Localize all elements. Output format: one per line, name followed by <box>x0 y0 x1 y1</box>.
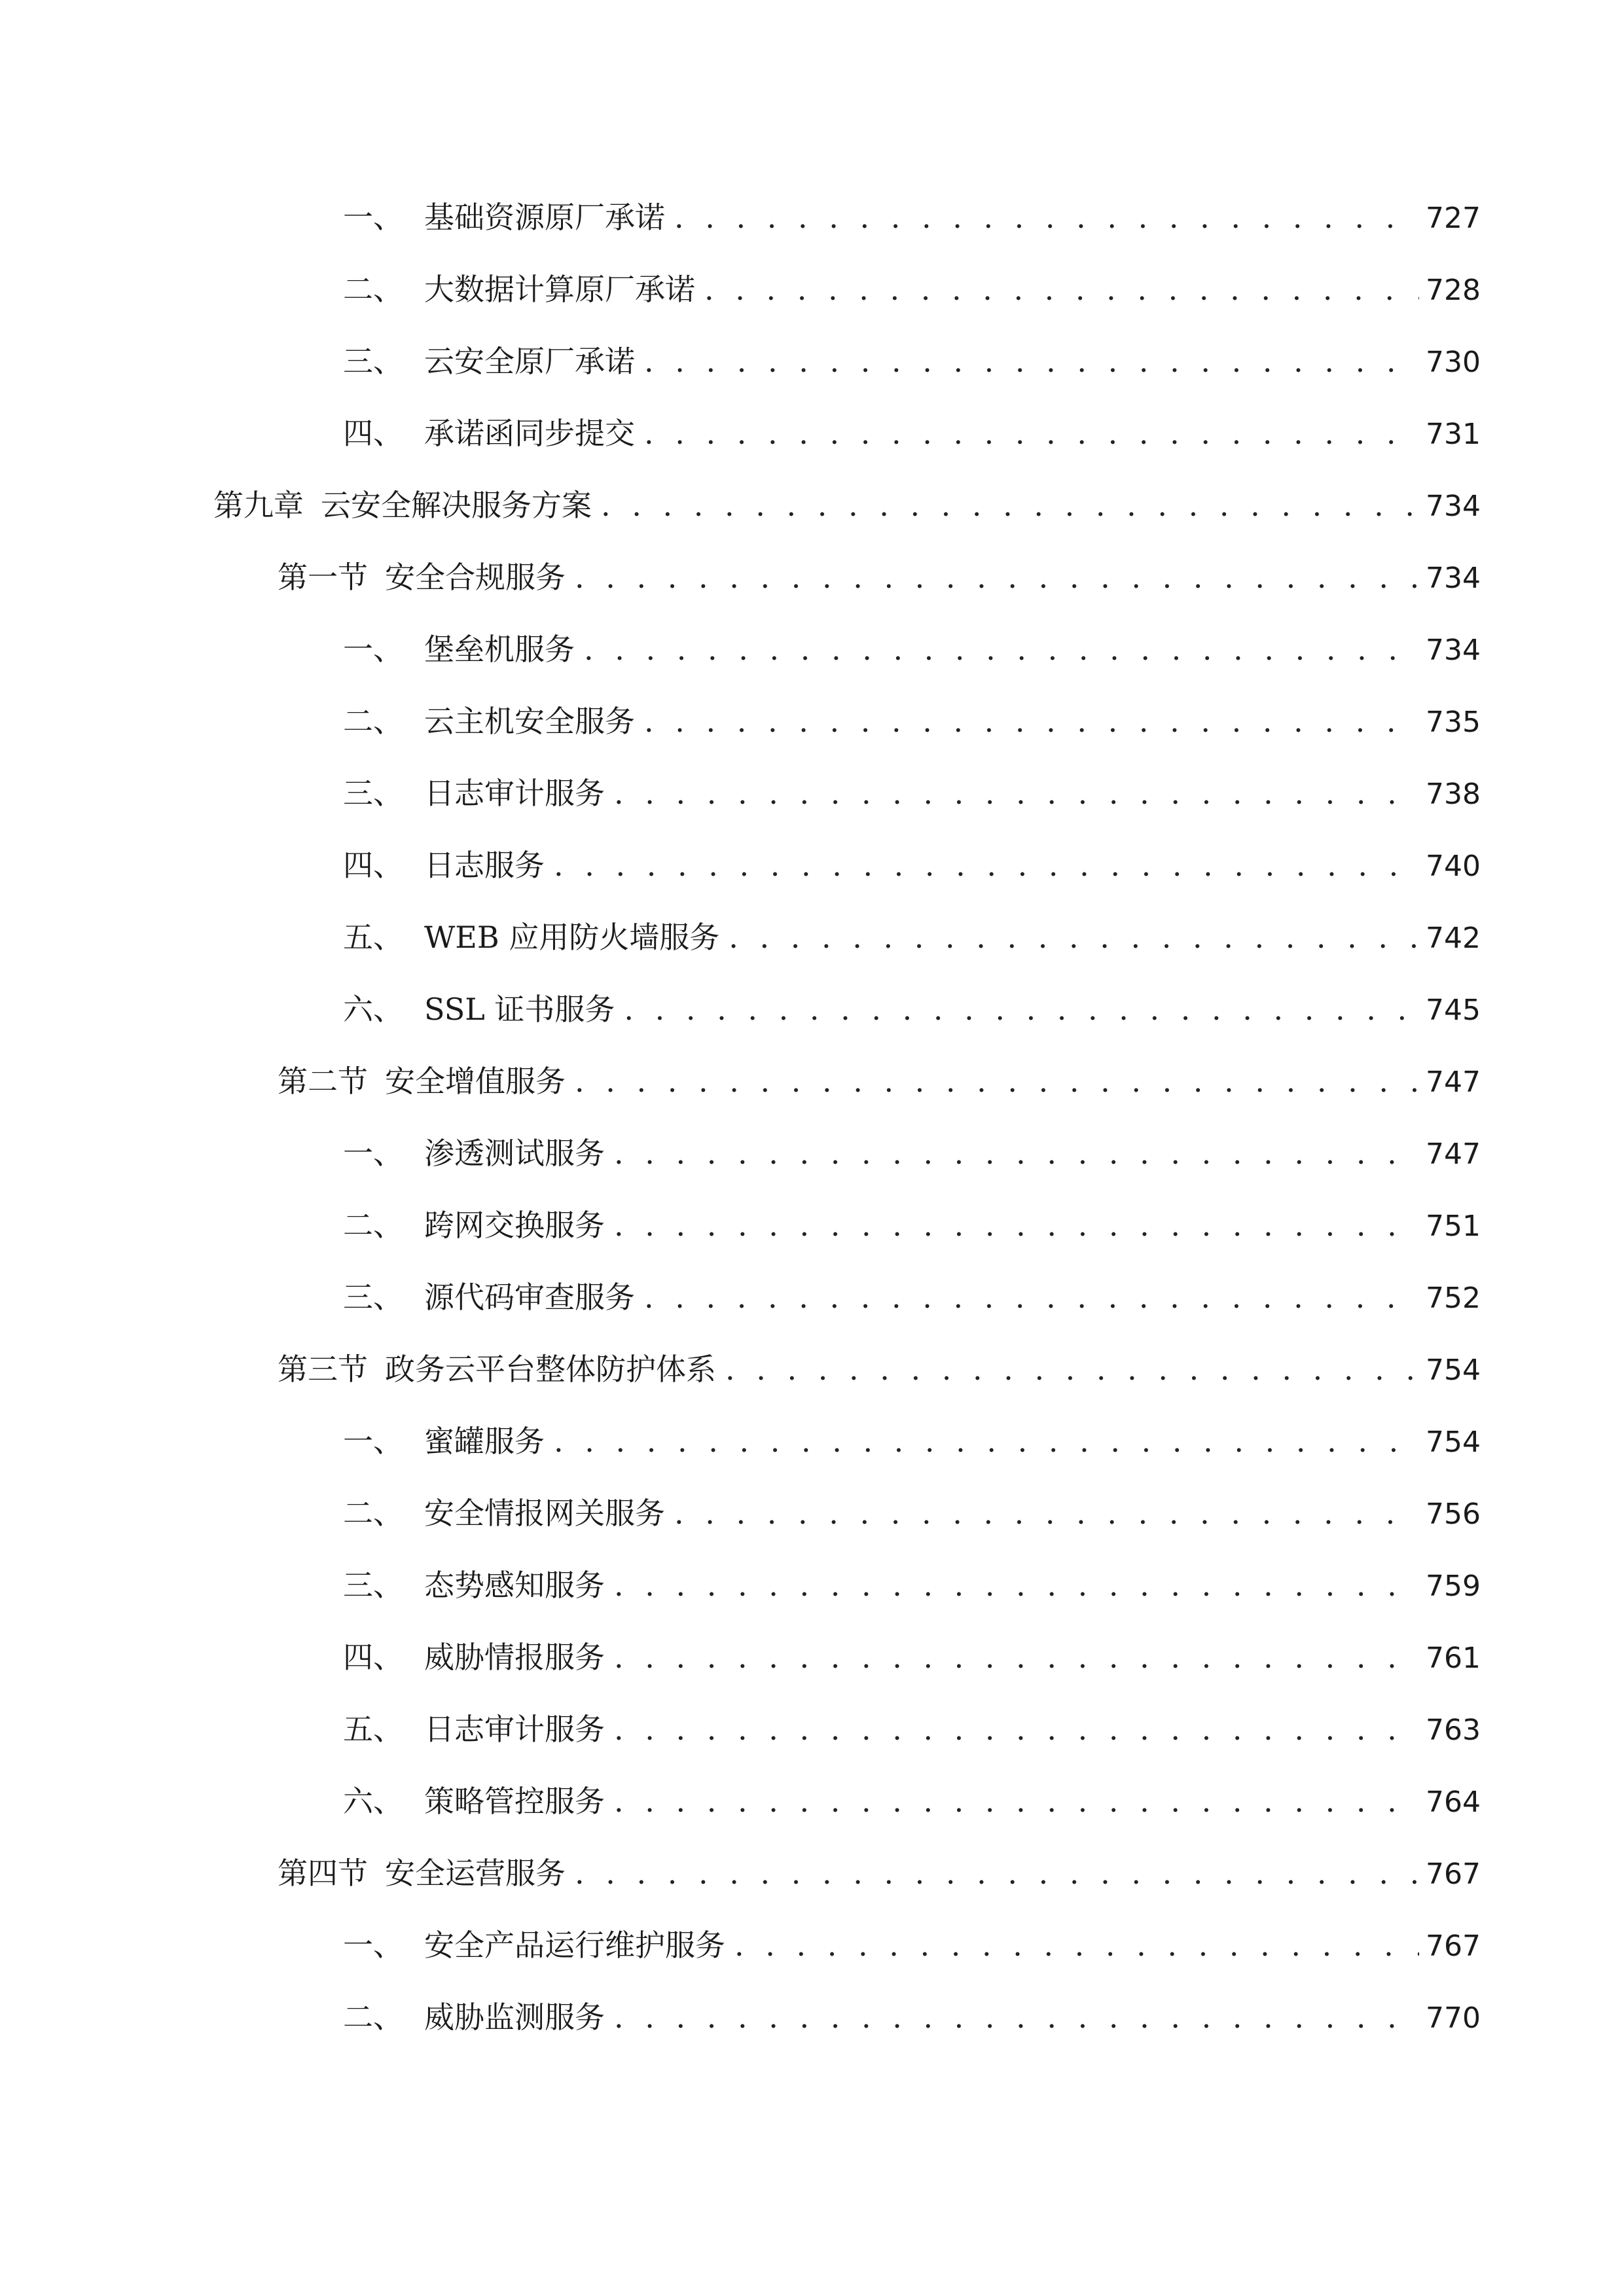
dot-leader <box>729 911 1419 963</box>
dot-leader <box>704 263 1419 315</box>
dot-leader <box>575 1055 1419 1107</box>
toc-entry-title: 日志审计服务 <box>424 1712 605 1747</box>
toc-entry-number: 一、 <box>343 1136 403 1171</box>
dot-leader <box>614 767 1419 819</box>
toc-entry-number: 二、 <box>343 2000 403 2035</box>
toc-entry-title: 威胁监测服务 <box>424 2000 605 2035</box>
toc-entry-number: 四、 <box>343 1640 403 1675</box>
dot-leader <box>554 1415 1419 1467</box>
toc-entry[interactable] <box>343 839 1481 891</box>
toc-entry-number: 二、 <box>343 704 403 739</box>
toc-entry-number: 一、 <box>343 632 403 667</box>
toc-entry-page: 761 <box>1426 1641 1481 1675</box>
toc-entry-page: 747 <box>1426 1066 1481 1099</box>
dot-leader <box>554 839 1419 891</box>
toc-entry[interactable] <box>343 1415 1481 1467</box>
toc-entry[interactable] <box>343 407 1481 459</box>
toc-entry-title: 蜜罐服务 <box>424 1424 545 1459</box>
toc-entry-number: 三、 <box>343 1280 403 1315</box>
toc-entry-number: 五、 <box>343 1712 403 1747</box>
toc-entry-page: 730 <box>1426 346 1481 379</box>
toc-entry-page: 754 <box>1426 1426 1481 1459</box>
dot-leader <box>575 551 1419 603</box>
toc-entry-page: 759 <box>1426 1570 1481 1603</box>
toc-entry[interactable] <box>343 1487 1481 1539</box>
dot-leader <box>614 1991 1419 2043</box>
toc-entry-title: 日志服务 <box>424 848 545 883</box>
toc-entry-number: 六、 <box>343 992 403 1027</box>
toc-entry-page: 738 <box>1426 778 1481 811</box>
dot-leader <box>644 1271 1419 1323</box>
toc-entry[interactable] <box>343 191 1481 243</box>
toc-entry-title: 云主机安全服务 <box>424 704 635 739</box>
toc-entry-title: 政务云平台整体防护体系 <box>385 1352 716 1387</box>
toc-entry-title: 安全合规服务 <box>385 560 566 595</box>
toc-entry-title: 大数据计算原厂承诺 <box>424 272 695 307</box>
toc-entry-number: 四、 <box>343 848 403 883</box>
toc-entry[interactable] <box>343 1199 1481 1251</box>
toc-entry-title: 安全增值服务 <box>385 1064 566 1099</box>
dot-leader <box>725 1343 1419 1395</box>
toc-entry-number: 第四节 <box>278 1856 368 1891</box>
toc-entry-number: 三、 <box>343 344 403 379</box>
toc-entry-page: 734 <box>1426 562 1481 595</box>
toc-entry-number: 六、 <box>343 1784 403 1819</box>
toc-entry-title: 安全运营服务 <box>385 1856 566 1891</box>
toc-entry-page: 763 <box>1426 1713 1481 1747</box>
toc-entry-title: 威胁情报服务 <box>424 1640 605 1675</box>
toc-entry[interactable] <box>343 335 1481 387</box>
dot-leader <box>575 1847 1419 1899</box>
toc-entry-title: 安全情报网关服务 <box>424 1496 665 1531</box>
toc-entry[interactable] <box>343 1127 1481 1179</box>
toc-entry-page: 764 <box>1426 1785 1481 1819</box>
toc-entry[interactable] <box>343 695 1481 747</box>
toc-entry[interactable] <box>343 1559 1481 1611</box>
toc-entry-page: 754 <box>1426 1354 1481 1387</box>
toc-entry-page: 731 <box>1426 418 1481 451</box>
toc-entry-number: 五、 <box>343 920 403 955</box>
toc-entry-title: WEB 应用防火墙服务 <box>424 920 720 955</box>
toc-entry-number: 一、 <box>343 1928 403 1963</box>
toc-entry-page: 728 <box>1426 274 1481 307</box>
toc-entry-page: 767 <box>1426 1929 1481 1963</box>
dot-leader <box>584 623 1419 675</box>
toc-entry-page: 735 <box>1426 706 1481 739</box>
toc-entry-title: 安全产品运行维护服务 <box>424 1928 725 1963</box>
dot-leader <box>644 335 1419 387</box>
toc-entry-title: SSL 证书服务 <box>424 992 615 1027</box>
toc-entry-number: 二、 <box>343 1496 403 1531</box>
toc-section-entry[interactable] <box>278 1343 1481 1395</box>
toc-entry[interactable] <box>343 911 1481 963</box>
toc-entry-title: 承诺函同步提交 <box>424 416 635 451</box>
toc-chapter-entry[interactable] <box>213 479 1481 531</box>
toc-entry-page: 740 <box>1426 850 1481 883</box>
toc-entry-number: 二、 <box>343 272 403 307</box>
toc-entry-page: 756 <box>1426 1498 1481 1531</box>
toc-entry-title: 策略管控服务 <box>424 1784 605 1819</box>
toc-entry[interactable] <box>343 1271 1481 1323</box>
toc-entry-title: 云安全解决服务方案 <box>321 488 592 523</box>
toc-entry-title: 渗透测试服务 <box>424 1136 605 1171</box>
toc-entry-title: 云安全原厂承诺 <box>424 344 635 379</box>
dot-leader <box>674 1487 1419 1539</box>
dot-leader <box>614 1199 1419 1251</box>
dot-leader <box>614 1703 1419 1755</box>
dot-leader <box>674 191 1419 243</box>
dot-leader <box>644 695 1419 747</box>
toc-entry-number: 三、 <box>343 1568 403 1603</box>
toc-section-entry[interactable] <box>278 1055 1481 1107</box>
toc-entry[interactable] <box>343 1991 1481 2043</box>
toc-entry-title: 基础资源原厂承诺 <box>424 200 665 235</box>
toc-entry[interactable] <box>343 623 1481 675</box>
toc-entry[interactable] <box>343 767 1481 819</box>
toc-entry-number: 一、 <box>343 200 403 235</box>
toc-entry-number: 第三节 <box>278 1352 368 1387</box>
toc-entry-number: 第九章 <box>213 488 304 523</box>
toc-entry[interactable] <box>343 1631 1481 1683</box>
toc-entry-title: 日志审计服务 <box>424 776 605 811</box>
dot-leader <box>601 479 1419 531</box>
toc-entry-number: 第二节 <box>278 1064 368 1099</box>
toc-entry-page: 727 <box>1426 202 1481 235</box>
toc-entry-number: 二、 <box>343 1208 403 1243</box>
toc-entry-title: 跨网交换服务 <box>424 1208 605 1243</box>
toc-entry[interactable] <box>343 983 1481 1035</box>
toc-entry[interactable] <box>343 1919 1481 1971</box>
toc-entry-page: 734 <box>1426 634 1481 667</box>
toc-entry-page: 751 <box>1426 1210 1481 1243</box>
toc-entry-number: 第一节 <box>278 560 368 595</box>
toc-entry-page: 770 <box>1426 2001 1481 2035</box>
toc-entry-page: 767 <box>1426 1857 1481 1891</box>
toc-entry-title: 源代码审查服务 <box>424 1280 635 1315</box>
toc-section-entry[interactable] <box>278 1847 1481 1899</box>
toc-entry-page: 734 <box>1426 490 1481 523</box>
toc-entry-page: 752 <box>1426 1282 1481 1315</box>
toc-entry[interactable] <box>343 1703 1481 1755</box>
toc-entry-title: 态势感知服务 <box>424 1568 605 1603</box>
dot-leader <box>614 1127 1419 1179</box>
dot-leader <box>614 1559 1419 1611</box>
toc-entry-number: 一、 <box>343 1424 403 1459</box>
toc-entry[interactable] <box>343 1775 1481 1827</box>
toc-entry-page: 745 <box>1426 994 1481 1027</box>
toc-section-entry[interactable] <box>278 551 1481 603</box>
toc-entry-number: 四、 <box>343 416 403 451</box>
toc-entry-page: 747 <box>1426 1138 1481 1171</box>
toc-entry[interactable] <box>343 263 1481 315</box>
dot-leader <box>614 1631 1419 1683</box>
toc-entry-title: 堡垒机服务 <box>424 632 575 667</box>
dot-leader <box>624 983 1419 1035</box>
toc-entry-page: 742 <box>1426 922 1481 955</box>
dot-leader <box>644 407 1419 459</box>
dot-leader <box>734 1919 1419 1971</box>
toc-entry-number: 三、 <box>343 776 403 811</box>
dot-leader <box>614 1775 1419 1827</box>
